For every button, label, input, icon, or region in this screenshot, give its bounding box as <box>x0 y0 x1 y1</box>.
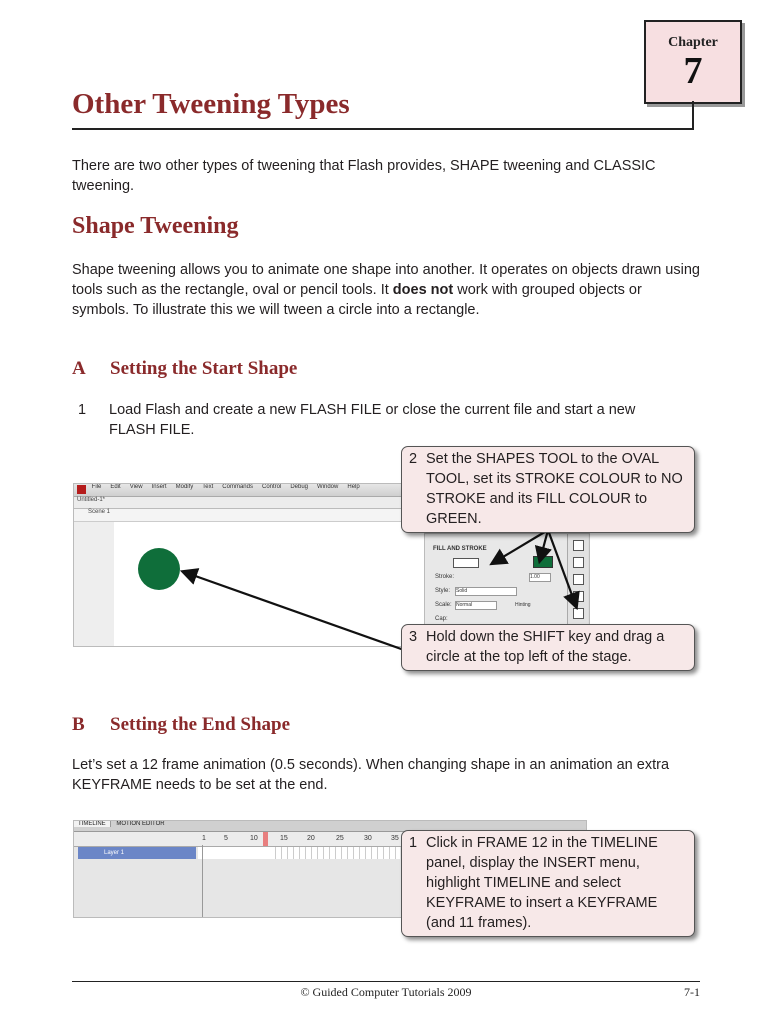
subheading-a: A Setting the Start Shape <box>72 358 298 379</box>
doc-tab: Untitled-1* <box>74 497 434 509</box>
flash-menubar: File Edit View Insert Modify Text Commands Control Debug Window Help <box>74 484 434 497</box>
stroke-label: Stroke: <box>435 574 455 580</box>
section-paragraph: Shape tweening allows you to animate one shape into another. It operates on objects drawn using tools such as the rectangle, oval or pencil tools. It does not work with grouped objects or symbols. To illustrate this we will tween a circle into a rectangle. <box>72 262 700 318</box>
tab-motion-editor: MOTION EDITOR <box>116 821 165 827</box>
page-number: 7-1 <box>684 985 700 999</box>
empty-frames <box>270 847 400 859</box>
scene-label: Scene 1 <box>88 509 111 515</box>
panel-title: FILL AND STROKE <box>433 546 487 552</box>
cap-label: Cap: <box>435 616 448 622</box>
intro-paragraph: There are two other types of tweening that Flash provides, SHAPE tweening and CLASSIC tweening. <box>72 158 656 194</box>
stroke-value: 1.00 <box>529 573 551 582</box>
frames-area <box>198 847 271 859</box>
step-1: 1 Load Flash and create a new FLASH FILE or close the current file and start a new FLASH FILE. <box>78 402 636 438</box>
style-select: Solid <box>455 587 517 596</box>
layer-name: Layer 1 <box>78 847 196 859</box>
emphasis-text: does not <box>392 282 454 298</box>
section-b-paragraph: Let’s set a 12 frame animation (0.5 seconds). When changing shape in an animation an extra KEYFRAME needs to be set at the end. <box>72 757 670 793</box>
callout-3: 3 Hold down the SHIFT key and drag a circle at the top left of the stage. <box>401 624 695 671</box>
chapter-number: 7 <box>683 50 703 92</box>
hinting-label: Hinting <box>515 602 531 608</box>
scale-select: Normal <box>455 601 497 610</box>
callout-2: 2 Set the SHAPES TOOL to the OVAL TOOL, set its STROKE COLOUR to NO STROKE and its FILL COLOUR to GREEN. <box>401 446 695 533</box>
section-heading: Shape Tweening <box>72 213 239 239</box>
tab-timeline: TIMELINE <box>74 821 111 827</box>
callout-b1: 1 Click in FRAME 12 in the TIMELINE panel, display the INSERT menu, highlight TIMELINE and select KEYFRAME to insert a KEYFRAME (and 11 frames). <box>401 830 695 937</box>
footer-rule <box>72 981 700 982</box>
page-title: Other Tweening Types <box>72 88 350 120</box>
footer-copyright: © Guided Computer Tutorials 2009 <box>300 985 472 999</box>
scale-label: Scale: <box>435 602 452 608</box>
style-label: Style: <box>435 588 451 594</box>
frame-ruler: 1 5 10 15 20 25 30 35 <box>74 832 586 847</box>
subheading-b: B Setting the End Shape <box>72 714 291 735</box>
playhead <box>263 832 268 846</box>
chapter-label: Chapter <box>668 35 718 50</box>
